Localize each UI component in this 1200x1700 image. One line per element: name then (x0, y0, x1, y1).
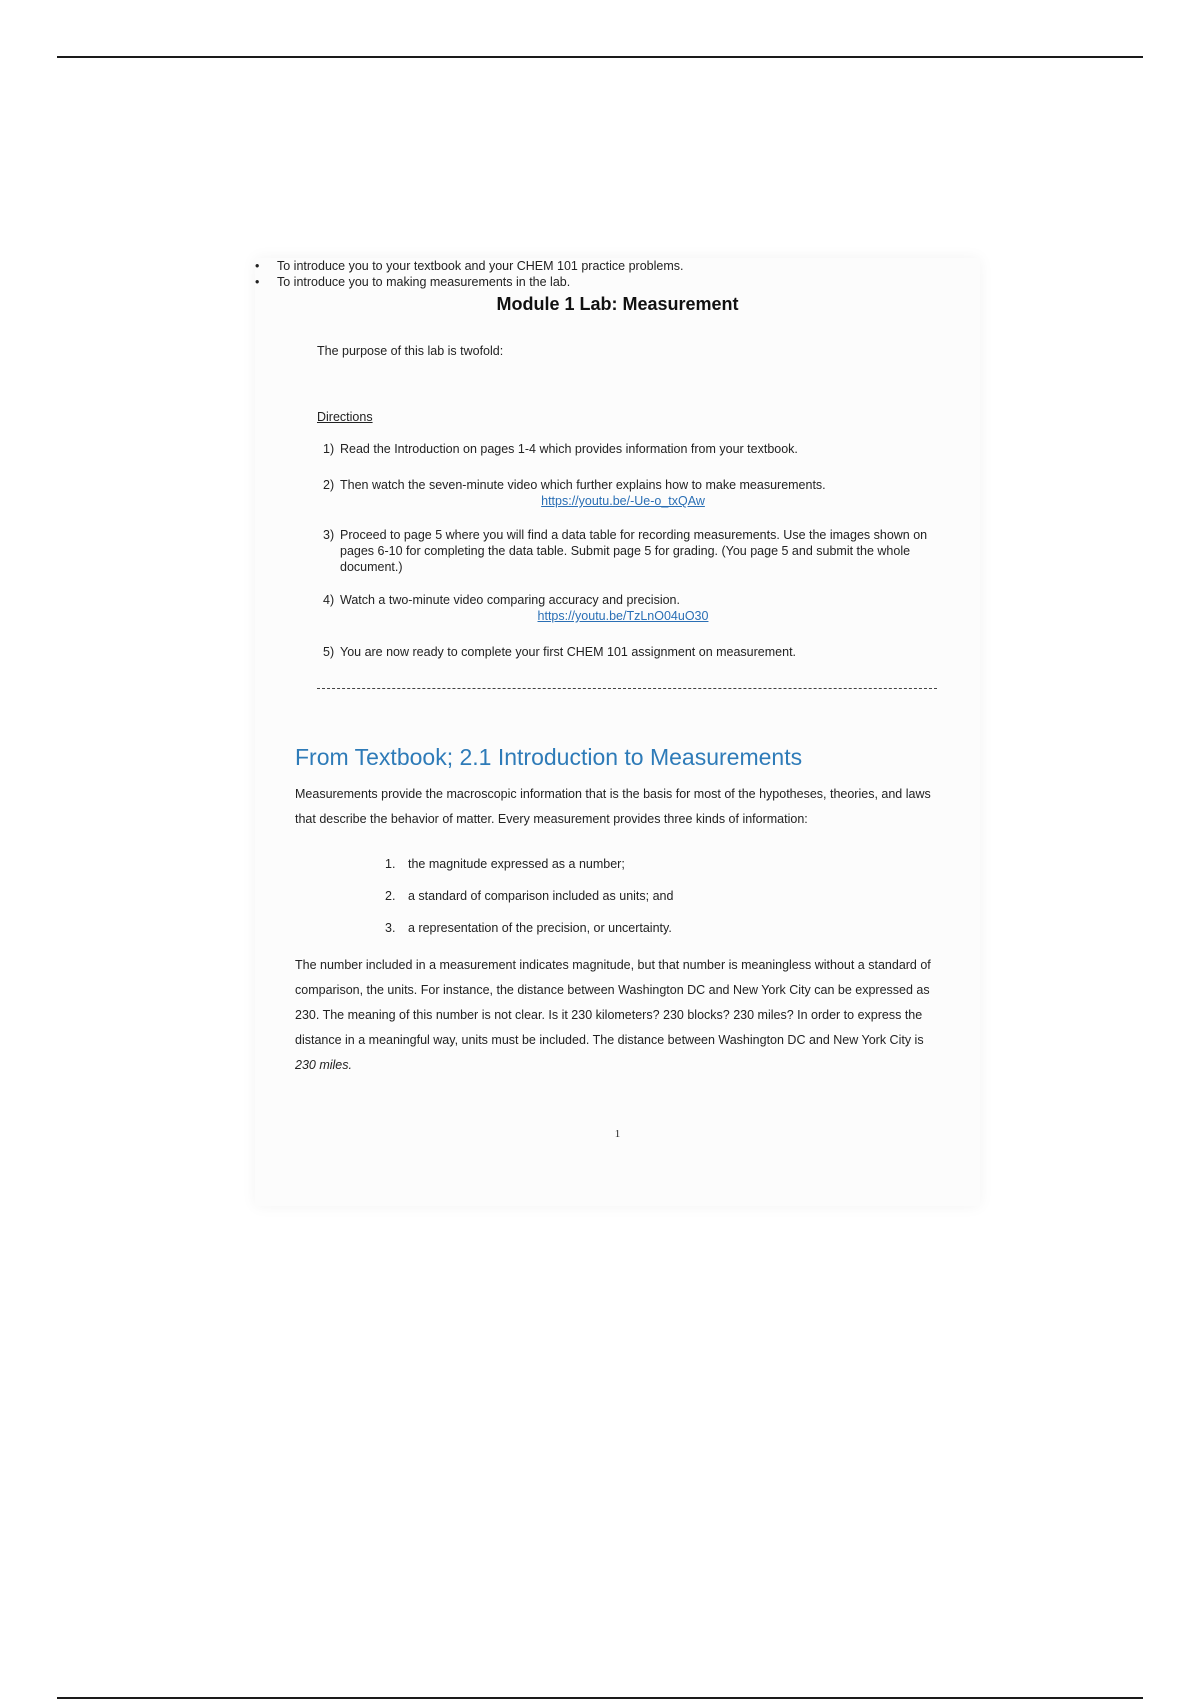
textbook-paragraph-2 (295, 953, 945, 1078)
page-number: 1 (614, 1128, 621, 1140)
step-text: You are now ready to complete your first CHEM 101 assignment on measurement. (340, 645, 797, 659)
video-link-accuracy[interactable]: https://youtu.be/TzLnO04uO30 (537, 609, 709, 623)
direction-step-5 (323, 644, 923, 660)
list-number: 3. (385, 921, 396, 935)
direction-step-4 (323, 592, 923, 624)
list-text: a standard of comparison included as units; and (408, 889, 674, 903)
step-number: 2) (323, 478, 335, 492)
paragraph-text: The number included in a measurement indicates magnitude, but that number is meaningless without a standard of comparison, the units. For instance, the distance between Washington DC and New York City can be expressed as 230. The meaning of this number is not clear. Is it 230 kilometers? 230 blocks? 230 miles? In order to express the distance in a meaningful way, units must be included. The distance between Washington DC and New York City is (295, 958, 931, 1047)
purpose-bullet: • To introduce you to making measurements in the lab. (255, 274, 980, 290)
purpose-intro: The purpose of this lab is twofold: (317, 344, 504, 358)
list-text: the magnitude expressed as a number; (408, 857, 625, 871)
direction-step-3 (323, 527, 943, 575)
purpose-bullet: • To introduce you to your textbook and your CHEM 101 practice problems. (255, 258, 980, 274)
paragraph-emphasis: 230 miles. (295, 1058, 352, 1072)
step-text: Read the Introduction on pages 1-4 which provides information from your textbook. (340, 442, 798, 456)
list-item (385, 888, 673, 920)
list-item (385, 920, 673, 952)
list-text: a representation of the precision, or uncertainty. (408, 921, 672, 935)
directions-heading: Directions (317, 410, 373, 424)
step-text: Watch a two-minute video comparing accuracy and precision. (340, 593, 680, 607)
step-number: 3) (323, 528, 335, 542)
bottom-divider (57, 1697, 1143, 1699)
step-number: 1) (323, 442, 335, 456)
step-text: Then watch the seven-minute video which further explains how to make measurements. (340, 478, 826, 492)
video-link-measurements[interactable]: https://youtu.be/-Ue-o_txQAw (541, 494, 705, 508)
step-text: Proceed to page 5 where you will find a data table for recording measurements. Use the images shown on pages 6-10 for completing the data table. Submit page 5 for grading. (You page 5 and submit the whole document.) (340, 528, 928, 574)
document-page (255, 258, 980, 1206)
direction-step-1 (323, 441, 923, 457)
direction-step-2 (323, 477, 923, 509)
step-number: 4) (323, 593, 335, 607)
document-title: Module 1 Lab: Measurement (496, 294, 739, 314)
section-separator (317, 688, 937, 689)
purpose-bullet-list (255, 258, 980, 290)
textbook-heading: From Textbook; 2.1 Introduction to Measurements (295, 744, 803, 770)
list-item (385, 856, 673, 888)
list-number: 1. (385, 857, 396, 871)
textbook-paragraph-1: Measurements provide the macroscopic information that is the basis for most of the hypotheses, theories, and laws that describe the behavior of matter. Every measurement provides three kinds of information: (295, 787, 931, 826)
step-number: 5) (323, 645, 335, 659)
measurement-kinds-list (385, 856, 673, 952)
list-number: 2. (385, 889, 396, 903)
top-divider (57, 56, 1143, 58)
